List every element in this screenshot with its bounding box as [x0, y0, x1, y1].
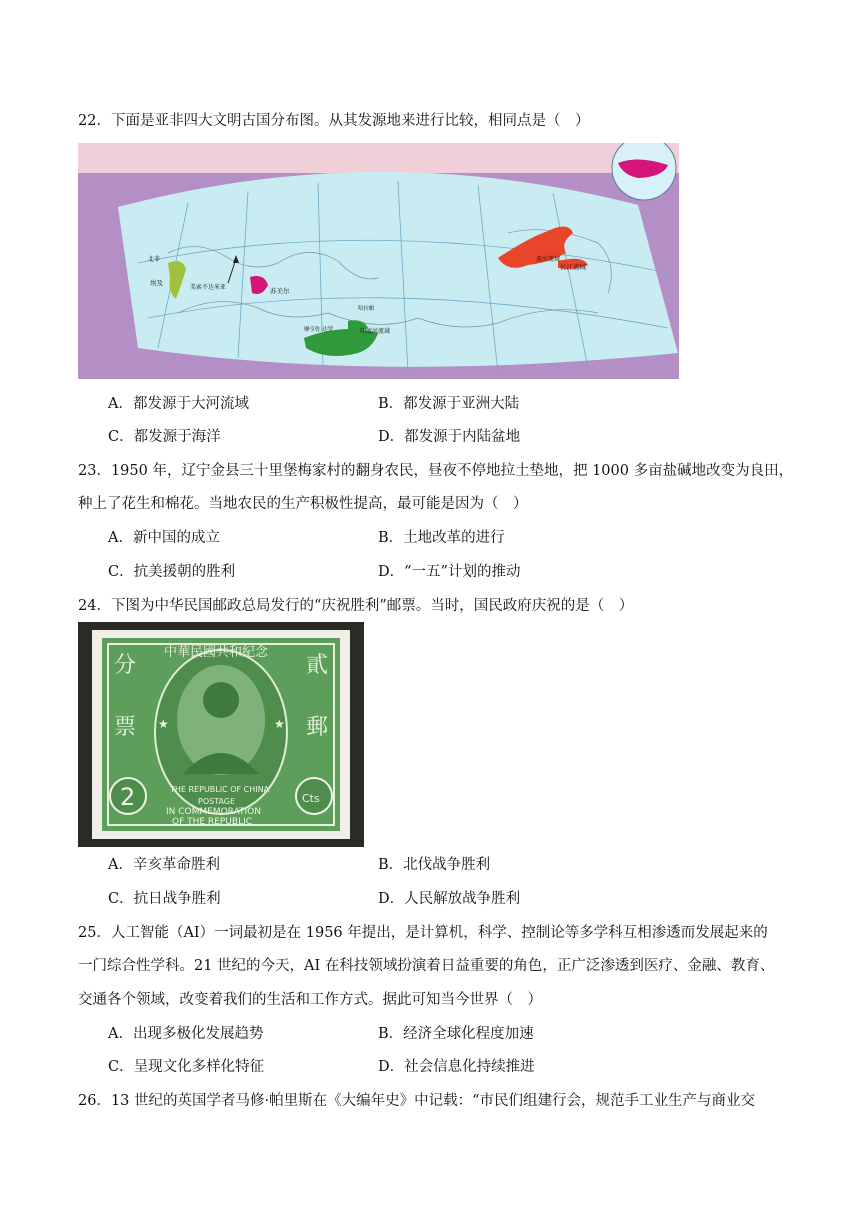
q25-option-a: A．出现多极化发展趋势 — [108, 1026, 264, 1042]
q25-option-d: D．社会信息化持续推进 — [378, 1059, 535, 1075]
q25-option-b: B．经济全球化程度加速 — [378, 1026, 534, 1042]
svg-text:★: ★ — [274, 717, 285, 731]
stamp-right-top: 貳 — [306, 653, 329, 678]
q22-option-a: A．都发源于大河流域 — [108, 396, 249, 412]
stamp-left-top: 分 — [114, 653, 137, 678]
map-label-yangtze: 长江流域 — [560, 263, 586, 271]
stamp-top-text: 中華民國共和紀念 — [164, 645, 269, 660]
stamp-bottom-3: OF THE REPUBLIC — [172, 817, 253, 827]
stamp-value-left: 2 — [120, 783, 136, 811]
q23-option-b: B．土地改革的进行 — [378, 530, 505, 546]
q25-option-c: C．呈现文化多样化特征 — [108, 1059, 265, 1075]
map-label-sumer: 苏美尔 — [270, 287, 290, 295]
q22-option-d: D．都发源于内陆盆地 — [378, 429, 521, 445]
stamp-bottom-2: IN COMMEMORATION — [166, 807, 261, 817]
q24-option-b: B．北伐战争胜利 — [378, 857, 491, 873]
q22-option-c: C．都发源于海洋 — [108, 429, 221, 445]
q25-stem-line1: 25．人工智能（AI）一词最初是在 1956 年提出，是计算机，科学、控制论等多学科互相渗透而发展起来的 — [78, 925, 768, 941]
q24-option-c: C．抗日战争胜利 — [108, 891, 221, 907]
civilization-map — [78, 143, 679, 379]
q25-stem-line3: 交通各个领域，改变着我们的生活和工作方式。据此可知当今世界（ ） — [78, 992, 542, 1008]
q23-stem-line2: 种上了花生和棉花。当地农民的生产积极性提高，最可能是因为（ ） — [78, 496, 528, 512]
q25-stem-line2: 一门综合性学科。21 世纪的今天，AI 在科技领域扮演着日益重要的角色，正广泛渗透到医疗、金融、教育、 — [78, 958, 775, 974]
q22-stem: 22．下面是亚非四大文明古国分布图。从其发源地来进行比较，相同点是（ ） — [78, 113, 590, 129]
q22-option-b: B．都发源于亚洲大陆 — [378, 396, 520, 412]
stamp-value-right: Cts — [302, 792, 320, 805]
q24-option-a: A．辛亥革命胜利 — [108, 857, 220, 873]
stamp-bottom-1: POSTAGE — [198, 797, 236, 806]
q24-option-d: D．人民解放战争胜利 — [378, 891, 521, 907]
q24-stem: 24．下图为中华民国邮政总局发行的“庆祝胜利”邮票。当时，国民政府庆祝的是（ ） — [78, 598, 634, 614]
map-label-beifei: 北非 — [148, 256, 161, 263]
stamp-left-bottom: 票 — [114, 715, 137, 740]
map-label-yellow-river: 黄河流域 — [536, 256, 561, 263]
map-label-mohenjo: 摩亨佐·达罗 — [304, 327, 334, 333]
q23-stem-line1: 23．1950 年，辽宁金县三十里堡梅家村的翻身农民，昼夜不停地拉土垫地，把 1000 多亩盐碱地改变为良田， — [78, 463, 794, 479]
map-label-egypt: 埃及 — [150, 279, 163, 287]
map-label-mesopotamia: 美索不达米亚 — [190, 284, 227, 291]
q26-stem-line1: 26．13 世纪的英国学者马修·帕里斯在《大编年史》中记载：“市民们组建行会，规范手工业生产与商业交 — [78, 1093, 756, 1109]
commemorative-stamp — [78, 622, 364, 847]
map-label-harappa: 哈拉帕 — [358, 306, 375, 312]
q23-option-a: A．新中国的成立 — [108, 530, 220, 546]
stamp-arc-text: THE REPUBLIC OF CHINA — [170, 785, 270, 794]
q23-option-c: C．抗美援朝的胜利 — [108, 564, 236, 580]
stamp-right-bottom: 郵 — [306, 715, 329, 740]
map-label-indus: 印度河流域 — [360, 328, 391, 335]
svg-text:★: ★ — [158, 717, 169, 731]
q23-option-d: D．“一五”计划的推动 — [378, 564, 521, 580]
